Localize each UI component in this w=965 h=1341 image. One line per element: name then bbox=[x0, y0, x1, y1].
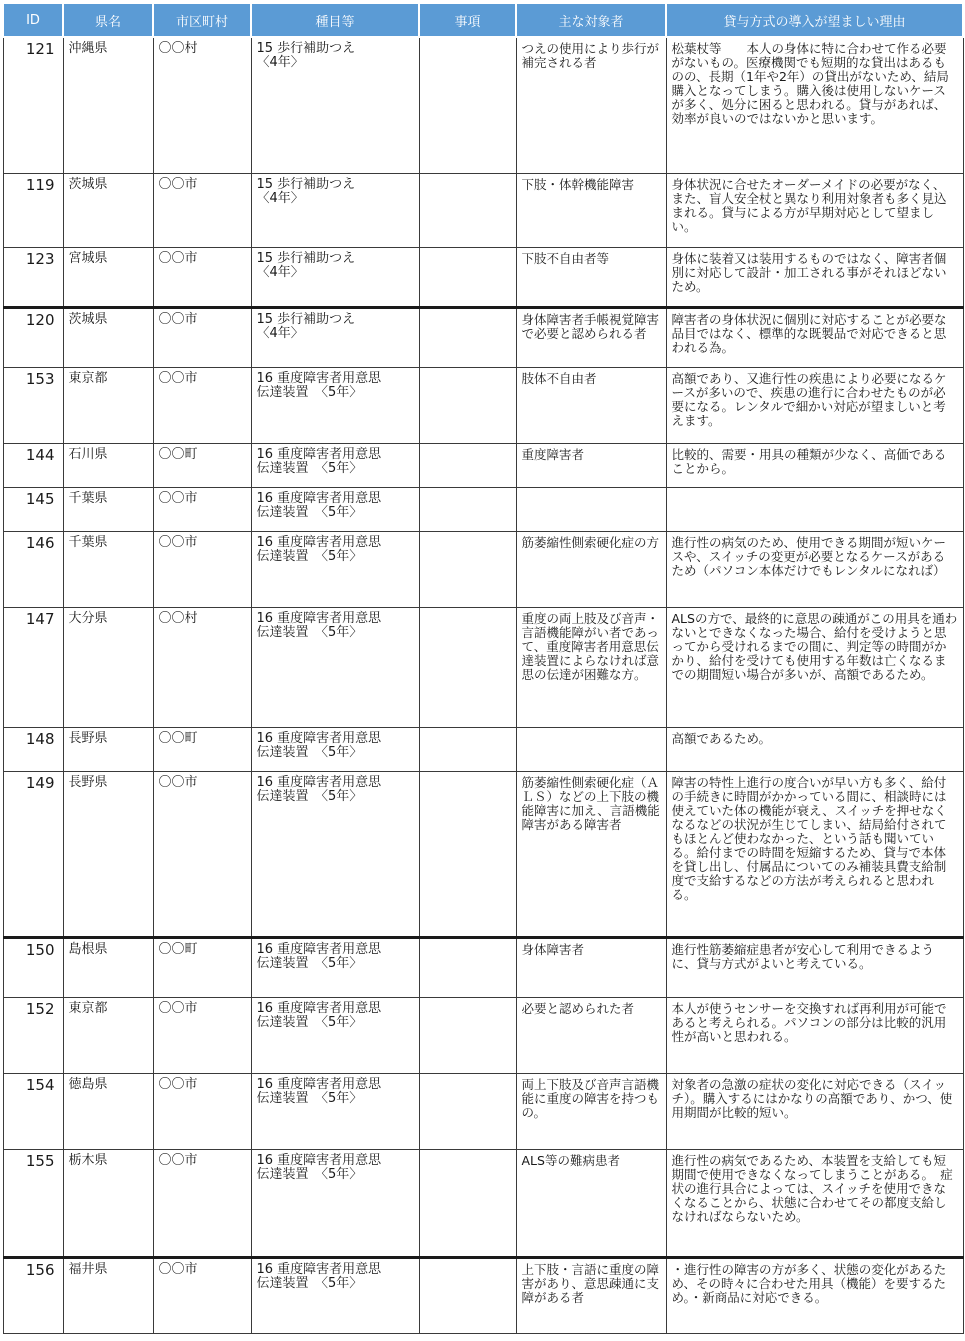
cell-id: 153 bbox=[3, 367, 63, 443]
cell-prefecture: 東京都 bbox=[63, 997, 153, 1073]
cell-matter bbox=[419, 1149, 516, 1257]
cell-target-person: 身体障害者手帳視覚障害で必要と認められる者 bbox=[516, 307, 666, 367]
cell-reason bbox=[666, 487, 963, 531]
cell-id: 147 bbox=[3, 607, 63, 727]
cell-reason: 身体状況に合せたオーダーメイドの必要がなく、また、盲人安全杖と異なり利用対象者も多く見込まれる。貸与による方が早期対応として望ましい。 bbox=[666, 173, 963, 247]
cell-target-person bbox=[516, 727, 666, 771]
table-row bbox=[3, 307, 963, 367]
cell-matter bbox=[419, 247, 516, 307]
item-name: 15 歩行補助つえ bbox=[256, 311, 356, 327]
item-detail: 伝達装置 〈5年〉 bbox=[256, 504, 363, 520]
item-name: 16 重度障害者用意思 bbox=[256, 534, 382, 550]
cell-item-type bbox=[251, 727, 419, 771]
item-name: 15 歩行補助つえ bbox=[256, 250, 356, 266]
cell-prefecture: 沖縄県 bbox=[63, 37, 153, 173]
cell-municipality: 〇〇市 bbox=[153, 771, 251, 937]
cell-matter bbox=[419, 1257, 516, 1333]
cell-item-type bbox=[251, 487, 419, 531]
cell-reason: 身体に装着又は装用するものではなく、障害者個別に対応して設計・加工される事がそれほどないため。 bbox=[666, 247, 963, 307]
cell-reason: 高額であるため。 bbox=[666, 727, 963, 771]
item-detail: 伝達装置 〈5年〉 bbox=[256, 384, 363, 400]
table-row bbox=[3, 367, 963, 443]
table-header bbox=[3, 3, 963, 37]
cell-target-person: ALS等の難病患者 bbox=[516, 1149, 666, 1257]
cell-prefecture: 島根県 bbox=[63, 937, 153, 997]
cell-municipality: 〇〇市 bbox=[153, 1073, 251, 1149]
table-row bbox=[3, 1149, 963, 1257]
item-detail: 伝達装置 〈5年〉 bbox=[256, 548, 363, 564]
table-row bbox=[3, 173, 963, 247]
survey-table bbox=[2, 2, 964, 1334]
cell-target-person: 身体障害者 bbox=[516, 937, 666, 997]
cell-target-person: 両上下肢及び音声言語機能に重度の障害を持つもの。 bbox=[516, 1073, 666, 1149]
cell-municipality: 〇〇市 bbox=[153, 997, 251, 1073]
cell-id: 149 bbox=[3, 771, 63, 937]
table-row bbox=[3, 247, 963, 307]
cell-municipality: 〇〇村 bbox=[153, 607, 251, 727]
header-item-type: 種目等 bbox=[251, 3, 419, 37]
cell-prefecture: 福井県 bbox=[63, 1257, 153, 1333]
cell-matter bbox=[419, 307, 516, 367]
item-name: 16 重度障害者用意思 bbox=[256, 941, 382, 957]
cell-item-type bbox=[251, 37, 419, 173]
item-detail: 伝達装置 〈5年〉 bbox=[256, 1014, 363, 1030]
cell-item-type bbox=[251, 607, 419, 727]
cell-prefecture: 長野県 bbox=[63, 727, 153, 771]
cell-item-type bbox=[251, 307, 419, 367]
cell-item-type bbox=[251, 937, 419, 997]
cell-prefecture: 千葉県 bbox=[63, 487, 153, 531]
item-name: 15 歩行補助つえ bbox=[256, 176, 356, 192]
cell-matter bbox=[419, 37, 516, 173]
cell-item-type bbox=[251, 997, 419, 1073]
cell-target-person: 下肢・体幹機能障害 bbox=[516, 173, 666, 247]
header-municipality: 市区町村 bbox=[153, 3, 251, 37]
cell-matter bbox=[419, 727, 516, 771]
item-name: 16 重度障害者用意思 bbox=[256, 1076, 382, 1092]
item-name: 15 歩行補助つえ bbox=[256, 41, 356, 56]
item-detail: 伝達装置 〈5年〉 bbox=[256, 955, 363, 971]
item-detail: 伝達装置 〈5年〉 bbox=[256, 624, 363, 640]
cell-municipality: 〇〇市 bbox=[153, 1149, 251, 1257]
cell-reason: 障害者の身体状況に個別に対応することが必要な品目ではなく、標準的な既製品で対応できると思われる為。 bbox=[666, 307, 963, 367]
cell-reason: ・進行性の障害の方が多く、状態の変化があるため、その時々に合わせた用具（機能）を要するため。・新商品に対応できる。 bbox=[666, 1257, 963, 1333]
item-name: 16 重度障害者用意思 bbox=[256, 610, 382, 626]
table-row bbox=[3, 1257, 963, 1333]
item-name: 16 重度障害者用意思 bbox=[256, 1152, 382, 1168]
cell-target-person: 重度障害者 bbox=[516, 443, 666, 487]
item-name: 16 重度障害者用意思 bbox=[256, 774, 382, 790]
item-name: 16 重度障害者用意思 bbox=[256, 370, 382, 386]
cell-item-type bbox=[251, 531, 419, 607]
cell-prefecture: 茨城県 bbox=[63, 307, 153, 367]
table-row bbox=[3, 531, 963, 607]
table-row bbox=[3, 771, 963, 937]
item-name: 16 重度障害者用意思 bbox=[256, 730, 382, 746]
cell-target-person: 必要と認められた者 bbox=[516, 997, 666, 1073]
cell-reason: 比較的、需要・用具の種類が少なく、高価であることから。 bbox=[666, 443, 963, 487]
cell-item-type bbox=[251, 367, 419, 443]
cell-prefecture: 宮城県 bbox=[63, 247, 153, 307]
cell-reason: 高額であり、又進行性の疾患により必要になるケースが多いので、疾患の進行に合わせたものが必要になる。レンタルで細かい対応が望ましいと考えます。 bbox=[666, 367, 963, 443]
cell-id: 144 bbox=[3, 443, 63, 487]
cell-matter bbox=[419, 531, 516, 607]
cell-reason: 対象者の急激の症状の変化に対応できる（スイッチ）。購入するにはかなりの高額であり、かつ、使用期間が比較的短い。 bbox=[666, 1073, 963, 1149]
cell-matter bbox=[419, 997, 516, 1073]
cell-municipality: 〇〇市 bbox=[153, 487, 251, 531]
cell-matter bbox=[419, 771, 516, 937]
cell-id: 152 bbox=[3, 997, 63, 1073]
cell-matter bbox=[419, 487, 516, 531]
cell-reason: 進行性の病気のため、使用できる期間が短いケースや、スイッチの変更が必要となるケースがあるため（パソコン本体だけでもレンタルになれば） bbox=[666, 531, 963, 607]
cell-municipality: 〇〇市 bbox=[153, 367, 251, 443]
table-body bbox=[3, 37, 963, 1333]
header-row bbox=[3, 3, 963, 37]
table-row bbox=[3, 997, 963, 1073]
cell-reason: ALSの方で、最終的に意思の疎通がこの用具を通わないとできなくなった場合、給付を受けようと思ってから受けれるまでの間に、判定等の時間がかかり、給付を受けても使用する年数は亡くなるまでの期間短い場合が多いが、高額であるため。 bbox=[666, 607, 963, 727]
cell-reason: 進行性の病気であるため、本装置を支給しても短期間で使用できなくなってしまうことがある。 症状の進行具合によっては、スイッチを使用できなくなることから、状態に合わせてその都度支給しなければならないため。 bbox=[666, 1149, 963, 1257]
item-detail: 伝達装置 〈5年〉 bbox=[256, 1275, 363, 1291]
cell-municipality: 〇〇村 bbox=[153, 37, 251, 173]
cell-reason: 本人が使うセンサーを交換すれば再利用が可能であると考えられる。パソコンの部分は比較的汎用性が高いと思われる。 bbox=[666, 997, 963, 1073]
header-prefecture: 県名 bbox=[63, 3, 153, 37]
cell-prefecture: 東京都 bbox=[63, 367, 153, 443]
cell-item-type bbox=[251, 1257, 419, 1333]
item-detail: 伝達装置 〈5年〉 bbox=[256, 744, 363, 760]
cell-prefecture: 大分県 bbox=[63, 607, 153, 727]
cell-reason: 障害の特性上進行の度合いが早い方も多く、給付の手続きに時間がかかっている間に、相談時には使えていた体の機能が衰え、スイッチを押せなくなるなどの状況が生じてしまい、結局給付されてもほとんど使わなかった、という話も聞いている。給付までの時間を短縮するため、貸与で本体を貸し出し、付属品についてのみ補装具費支給制度で支給するなどの方法が考えられると思われる。 bbox=[666, 771, 963, 937]
cell-id: 145 bbox=[3, 487, 63, 531]
cell-prefecture: 栃木県 bbox=[63, 1149, 153, 1257]
cell-municipality: 〇〇市 bbox=[153, 531, 251, 607]
item-name: 16 重度障害者用意思 bbox=[256, 1000, 382, 1016]
item-detail: 伝達装置 〈5年〉 bbox=[256, 1166, 363, 1182]
item-detail: 〈4年〉 bbox=[256, 264, 304, 280]
cell-id: 123 bbox=[3, 247, 63, 307]
header-reason: 貸与方式の導入が望ましい理由 bbox=[666, 3, 963, 37]
cell-item-type bbox=[251, 1149, 419, 1257]
cell-municipality: 〇〇市 bbox=[153, 173, 251, 247]
cell-prefecture: 千葉県 bbox=[63, 531, 153, 607]
table-row bbox=[3, 937, 963, 997]
cell-target-person: 筋萎縮性側索硬化症（ＡＬＳ）などの上下肢の機能障害に加え、言語機能障害がある障害者 bbox=[516, 771, 666, 937]
cell-item-type bbox=[251, 1073, 419, 1149]
cell-target-person: 重度の両上肢及び音声・言語機能障がい者であって、重度障害者用意思伝達装置によらなければ意思の伝達が困難な方。 bbox=[516, 607, 666, 727]
item-detail: 〈4年〉 bbox=[256, 55, 304, 70]
cell-matter bbox=[419, 367, 516, 443]
cell-matter bbox=[419, 1073, 516, 1149]
cell-prefecture: 茨城県 bbox=[63, 173, 153, 247]
cell-id: 148 bbox=[3, 727, 63, 771]
cell-municipality: 〇〇町 bbox=[153, 727, 251, 771]
cell-matter bbox=[419, 937, 516, 997]
table-row bbox=[3, 1073, 963, 1149]
cell-municipality: 〇〇市 bbox=[153, 307, 251, 367]
header-target-person: 主な対象者 bbox=[516, 3, 666, 37]
cell-prefecture: 石川県 bbox=[63, 443, 153, 487]
table-row bbox=[3, 607, 963, 727]
cell-prefecture: 長野県 bbox=[63, 771, 153, 937]
cell-target-person: 筋萎縮性側索硬化症の方 bbox=[516, 531, 666, 607]
cell-municipality: 〇〇市 bbox=[153, 1257, 251, 1333]
cell-item-type bbox=[251, 173, 419, 247]
cell-matter bbox=[419, 173, 516, 247]
table-row bbox=[3, 37, 963, 173]
cell-municipality: 〇〇町 bbox=[153, 443, 251, 487]
cell-reason: 松葉杖等 本人の身体に特に合わせて作る必要がないもの。医療機関でも短期的な貸出はあるものの、長期（1年や2年）の貸出がないため、結局購入となってしまう。購入後は使用しないケースが多く、処分に困ると思われる。貸与があれば、効率が良いのではないかと思います。 bbox=[666, 37, 963, 173]
cell-matter bbox=[419, 607, 516, 727]
cell-matter bbox=[419, 443, 516, 487]
item-detail: 伝達装置 〈5年〉 bbox=[256, 1090, 363, 1106]
header-matter: 事項 bbox=[419, 3, 516, 37]
cell-id: 150 bbox=[3, 937, 63, 997]
cell-prefecture: 徳島県 bbox=[63, 1073, 153, 1149]
table-row bbox=[3, 487, 963, 531]
cell-target-person bbox=[516, 487, 666, 531]
item-name: 16 重度障害者用意思 bbox=[256, 1261, 382, 1277]
cell-item-type bbox=[251, 247, 419, 307]
cell-id: 156 bbox=[3, 1257, 63, 1333]
item-detail: 伝達装置 〈5年〉 bbox=[256, 460, 363, 476]
item-detail: 〈4年〉 bbox=[256, 190, 304, 206]
cell-id: 146 bbox=[3, 531, 63, 607]
cell-id: 120 bbox=[3, 307, 63, 367]
cell-target-person: 肢体不自由者 bbox=[516, 367, 666, 443]
item-name: 16 重度障害者用意思 bbox=[256, 490, 382, 506]
cell-item-type bbox=[251, 443, 419, 487]
header-id: ID bbox=[3, 3, 63, 37]
cell-reason: 進行性筋萎縮症患者が安心して利用できるように、貸与方式がよいと考えている。 bbox=[666, 937, 963, 997]
cell-target-person: 下肢不自由者等 bbox=[516, 247, 666, 307]
item-detail: 伝達装置 〈5年〉 bbox=[256, 788, 363, 804]
cell-target-person: つえの使用により歩行が補完される者 bbox=[516, 37, 666, 173]
cell-municipality: 〇〇町 bbox=[153, 937, 251, 997]
item-name: 16 重度障害者用意思 bbox=[256, 446, 382, 462]
cell-target-person: 上下肢・言語に重度の障害があり、意思疎通に支障がある者 bbox=[516, 1257, 666, 1333]
cell-id: 154 bbox=[3, 1073, 63, 1149]
cell-municipality: 〇〇市 bbox=[153, 247, 251, 307]
cell-id: 119 bbox=[3, 173, 63, 247]
item-detail: 〈4年〉 bbox=[256, 325, 304, 341]
cell-id: 121 bbox=[3, 37, 63, 173]
cell-id: 155 bbox=[3, 1149, 63, 1257]
table-row bbox=[3, 443, 963, 487]
table-row bbox=[3, 727, 963, 771]
cell-item-type bbox=[251, 771, 419, 937]
